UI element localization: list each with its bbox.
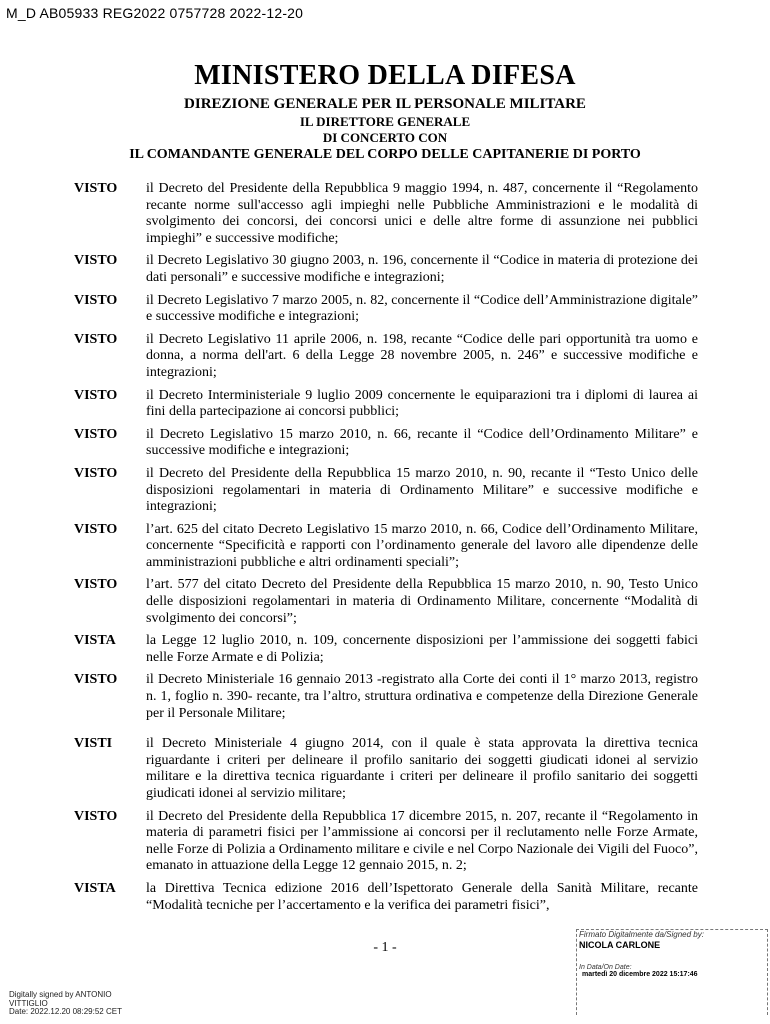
entry-text: l’art. 625 del citato Decreto Legislativo 15 marzo 2010, n. 66, Codice dell’Ordinamento Militare, concernente “Specificità e rapporti con l’ordinamento generale del lavoro alle dipendenze delle amministrazioni pubbliche e altri ordinamenti speciali”;: [146, 521, 698, 570]
entry-label: VISTO: [74, 672, 118, 688]
entry-label: VISTI: [74, 736, 113, 752]
preamble-entry: [0, 388, 770, 421]
digital-signature-line: VITTIGLIO: [9, 998, 48, 1008]
preamble-entry: [0, 466, 770, 516]
entry-label: VISTO: [74, 426, 118, 442]
preamble-entry: [0, 577, 770, 627]
signer-name: NICOLA CARLONE: [579, 940, 661, 950]
commander-line: IL COMANDANTE GENERALE DEL CORPO DELLE CAPITANERIE DI PORTO: [129, 147, 641, 162]
entry-label: VISTO: [74, 292, 118, 308]
signature-stamp: [576, 929, 768, 1019]
preamble-entry: [0, 332, 770, 382]
preamble-entry: [0, 672, 770, 722]
preamble-entry: [0, 881, 770, 914]
concert-line: DI CONCERTO CON: [322, 130, 448, 145]
entry-label: VISTO: [74, 331, 118, 347]
page-number: - 1 -: [373, 940, 397, 955]
entry-label: VISTO: [74, 387, 118, 403]
signed-on-caption: In Data/On Date:: [579, 964, 632, 971]
digital-signature-line: Digitally signed by ANTONIO: [9, 990, 112, 999]
digital-signature-note: [9, 991, 122, 1017]
entry-text: il Decreto del Presidente della Repubblica 17 dicembre 2015, n. 207, recante il “Regolamento in materia di parametri fisici per l’ammissione ai concorsi per il reclutamento nelle Forze Armate, nelle Forze di Polizia a Ordinamento militare e civile e nel Corpo Nazionale dei Vigili del Fuoco”, emanato in attuazione della Legge 12 gennaio 2015, n. 2;: [146, 808, 698, 874]
preamble-entry: [0, 293, 770, 326]
signature-frame: [576, 929, 577, 1015]
preamble-entry: [0, 427, 770, 460]
preamble-entry: [0, 809, 770, 875]
entry-label: VISTO: [74, 465, 118, 481]
signature-frame: [767, 929, 768, 1015]
preamble-entry: [0, 633, 770, 666]
digital-signature-line: Date: 2022.12.20 08:29:52 CET: [9, 1007, 122, 1016]
entry-label: VISTO: [74, 181, 118, 196]
preamble-entry: [0, 253, 770, 286]
entry-label: VISTO: [74, 577, 118, 593]
entry-label: VISTA: [74, 880, 116, 896]
entry-text: il Decreto Legislativo 11 aprile 2006, n. 198, recante “Codice delle pari opportunità tra uomo e donna, a norma dell'art. 6 della Legge 28 novembre 2005, n. 246” e successive modifiche e integrazioni;: [146, 331, 698, 380]
entry-label: VISTO: [74, 521, 118, 537]
preamble-list: [0, 181, 770, 920]
entry-text: il Decreto Interministeriale 9 luglio 2009 concernente le equiparazioni tra i diplomi di laurea ai fini della partecipazione ai concorsi pubblici;: [146, 387, 698, 420]
entry-text: il Decreto del Presidente della Repubblica 9 maggio 1994, n. 487, concernente il “Regolamento recante norme sull'accesso agli impieghi nelle Pubbliche Amministrazioni e le modalità di svolgimento dei concorsi, dei concorsi unici e delle altre forme di assunzione nei pubblici impieghi” e successive modifiche;: [146, 181, 698, 246]
director-general-line: IL DIRETTORE GENERALE: [299, 114, 471, 129]
entry-text: la Legge 12 luglio 2010, n. 109, concernente disposizioni per l’ammissione dei soggetti fabici nelle Forze Armate e di Polizia;: [146, 633, 698, 665]
preamble-entry: [0, 522, 770, 572]
preamble-entry: [0, 181, 770, 247]
entry-label: VISTA: [74, 633, 116, 649]
protocol-number: M_D AB05933 REG2022 0757728 2022-12-20: [6, 5, 304, 21]
entry-text: la Direttiva Tecnica edizione 2016 dell’Ispettorato Generale della Sanità Militare, recante “Modalità tecniche per l’accertamento e la verifica dei parametri fisici”,: [146, 880, 698, 913]
entry-text: il Decreto Legislativo 15 marzo 2010, n. 66, recante il “Codice dell’Ordinamento Militare” e successive modifiche e integrazioni;: [146, 426, 698, 459]
entry-text: il Decreto del Presidente della Repubblica 15 marzo 2010, n. 90, recante il “Testo Unico delle disposizioni regolamentari in materia di Ordinamento Militare” e successive modifiche e integrazioni;: [146, 465, 698, 515]
entry-label: VISTO: [74, 808, 118, 824]
entry-label: VISTO: [74, 253, 118, 269]
entry-text: il Decreto Ministeriale 16 gennaio 2013 -registrato alla Corte dei conti il 1° marzo 2013, registro n. 1, foglio n. 390- recante, tra l’altro, struttura ordinativa e competenze della Direzione Generale per il Personale Militare;: [146, 672, 698, 721]
signature-date: martedì 20 dicembre 2022 15:17:46: [582, 971, 698, 978]
signed-by-caption: Firmato Digitalmente da/Signed by:: [579, 930, 704, 939]
entry-text: l’art. 577 del citato Decreto del Presidente della Repubblica 15 marzo 2010, n. 90, Testo Unico delle disposizioni regolamentari in materia di Ordinamento Militare, concernente “Modalità di svolgimento dei concorsi”;: [146, 577, 698, 626]
entry-text: il Decreto Legislativo 30 giugno 2003, n. 196, concernente il “Codice in materia di protezione dei dati personali” e successive modifiche e integrazioni;: [146, 253, 698, 285]
entry-text: il Decreto Legislativo 7 marzo 2005, n. 82, concernente il “Codice dell’Amministrazione digitale” e successive modifiche e integrazioni;: [146, 292, 698, 325]
entry-text: il Decreto Ministeriale 4 giugno 2014, con il quale è stata approvata la direttiva tecnica riguardante i criteri per delineare il profilo sanitario dei soggetti giudicati idonei al servizio militare e la direttiva tecnica riguardante i criteri per delineare il profilo sanitario dei soggetti giudicati idonei al servizio militare;: [146, 736, 698, 801]
ministry-title: MINISTERO DELLA DIFESA: [194, 60, 576, 91]
preamble-entry: [0, 736, 770, 802]
direction-title: DIREZIONE GENERALE PER IL PERSONALE MILITARE: [184, 96, 586, 112]
